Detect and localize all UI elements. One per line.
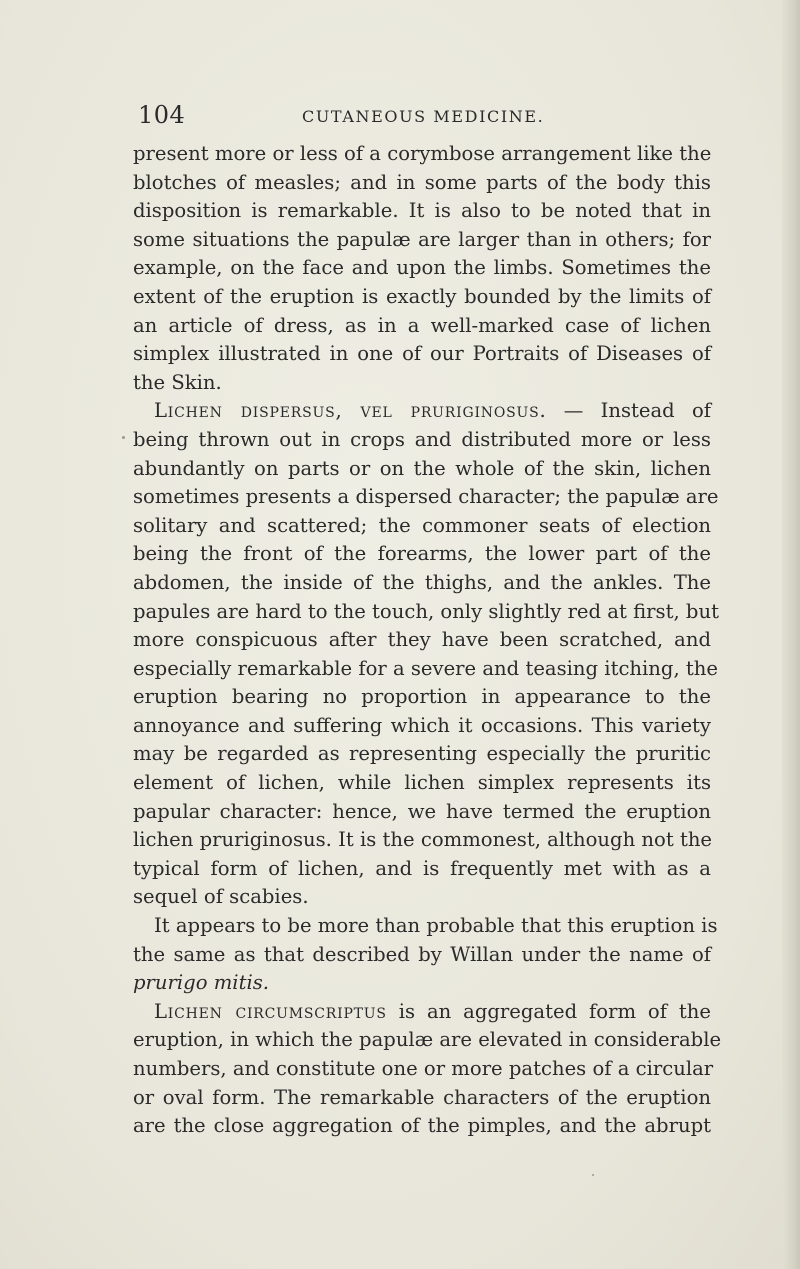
text-line: especially remarkable for a severe and teasing itching, the	[133, 656, 719, 680]
text-span: — Instead of	[546, 399, 711, 423]
print-speck	[122, 436, 125, 439]
text-line: present more or less of a corymbose arrangement like the	[133, 142, 712, 165]
text-line: It appears to be more than probable that this eruption is	[154, 914, 718, 938]
text-line: the same as that described by Willan under the name of	[133, 942, 711, 966]
text-line: may be regarded as representing especially the pruritic	[133, 742, 711, 766]
text-line-italic: prurigo mitis.	[133, 971, 269, 995]
print-speck	[592, 1174, 594, 1176]
text-line: abundantly on parts or on the whole of the skin, lichen	[133, 456, 711, 480]
text-line: eruption bearing no proportion in appearance to the	[133, 685, 711, 709]
text-line: abdomen, the inside of the thighs, and the ankles. The	[133, 570, 711, 594]
text-line: more conspicuous after they have been scratched, and	[133, 628, 711, 652]
text-line: or oval form. The remarkable characters of the eruption	[133, 1085, 711, 1109]
text-line: an article of dress, as in a well-marked case of lichen	[133, 313, 711, 337]
page-number: 104	[138, 101, 186, 129]
text-line: are the close aggregation of the pimples, and the abrupt	[133, 1114, 711, 1138]
section-heading-lichen-circumscriptus: Lichen circumscriptus	[154, 999, 387, 1023]
text-line: sometimes presents a dispersed character; the papulæ are	[133, 485, 719, 509]
text-line: simplex illustrated in one of our Portraits of Diseases of	[133, 342, 711, 366]
body-text	[133, 140, 722, 1141]
section-heading-lichen-dispersus: Lichen dispersus, vel pruriginosus.	[154, 399, 547, 423]
text-line: the Skin.	[133, 370, 222, 394]
section-heading-line	[133, 397, 711, 426]
text-line: some situations the papulæ are larger than in others; for	[133, 227, 711, 251]
text-line: being thrown out in crops and distributed more or less	[133, 427, 711, 451]
page-edge-shadow	[782, 0, 800, 1269]
running-head: CUTANEOUS MEDICINE.	[302, 107, 545, 126]
page-header	[138, 101, 710, 131]
text-line: solitary and scattered; the commoner seats of election	[133, 513, 711, 537]
text-line: annoyance and suffering which it occasions. This variety	[133, 713, 711, 737]
text-line: being the front of the forearms, the lower part of the	[133, 542, 711, 566]
section-heading-line	[133, 998, 711, 1027]
text-line: example, on the face and upon the limbs. Sometimes the	[133, 256, 711, 280]
text-span: is an aggregated form of the	[386, 999, 711, 1023]
text-line: eruption, in which the papulæ are elevated in considerable	[133, 1028, 722, 1052]
text-line: typical form of lichen, and is frequently met with as a	[133, 856, 711, 880]
text-line: lichen pruriginosus. It is the commonest, although not the	[133, 828, 713, 852]
text-line: papular character: hence, we have termed the eruption	[133, 799, 711, 823]
text-line: numbers, and constitute one or more patches of a circular	[133, 1057, 714, 1080]
text-line: papules are hard to the touch, only slightly red at first, but	[133, 599, 719, 623]
text-line: sequel of scabies.	[133, 885, 309, 909]
text-line: disposition is remarkable. It is also to be noted that in	[133, 199, 711, 223]
text-line: element of lichen, while lichen simplex represents its	[133, 771, 711, 795]
text-line: blotches of measles; and in some parts of the body this	[133, 170, 711, 194]
text-line: extent of the eruption is exactly bounded by the limits of	[133, 284, 711, 308]
